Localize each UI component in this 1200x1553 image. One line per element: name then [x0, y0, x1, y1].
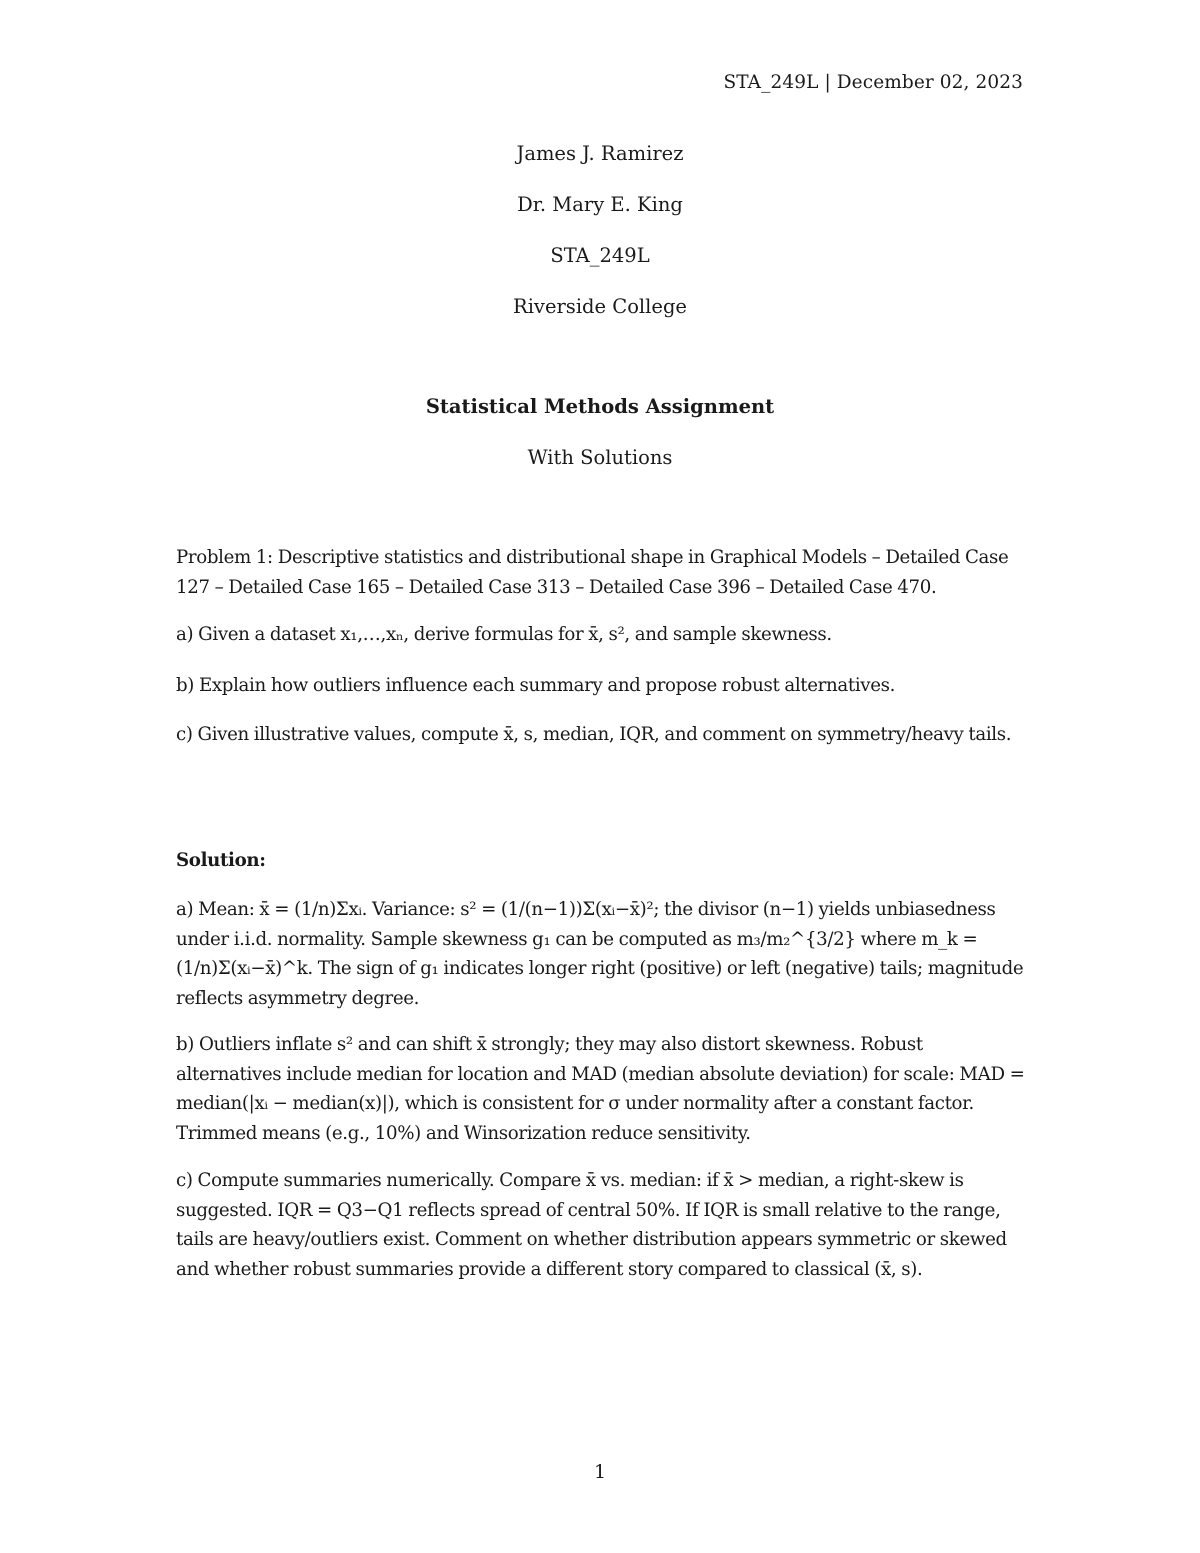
solution-part-a: a) Mean: x̄ = (1/n)Σxᵢ. Variance: s² = (1/(n−1))Σ(xᵢ−x̄)²; the divisor (n−1) yields unbiasedness under i.i.d. normality. Sample skewness g₁ can be computed as m₃/m₂^{3/2} where m_k = (1/n)Σ(xᵢ−x̄)^k. The sign of g₁ indicates longer right (positive) or left (negative) tails; magnitude reflects asymmetry degree. [176, 899, 1024, 1009]
solution-part-b: b) Outliers inflate s² and can shift x̄ strongly; they may also distort skewness. Robust alternatives include median for location and MAD (median absolute deviation) for scale: MAD = median(|xᵢ − median(x)|), which is consistent for σ under normality after a constant factor. Trimmed means (e.g., 10%) and Winsorization reduce sensitivity. [176, 1034, 1025, 1144]
course-code: STA_249L [550, 244, 650, 267]
solution-part-c: c) Compute summaries numerically. Compare x̄ vs. median: if x̄ > median, a right-skew is suggested. IQR = Q3−Q1 reflects spread of central 50%. If IQR is small relative to the range, tails are heavy/outliers exist. Comment on whether distribution appears symmetric or skewed and whether robust summaries provide a different story compared to classical (x̄, s). [176, 1170, 1007, 1280]
problem-part-a: a) Given a dataset x₁,…,xₙ, derive formulas for x̄, s², and sample skewness. [176, 624, 832, 645]
student-name: James J. Ramirez [516, 142, 684, 165]
page-number: 1 [593, 1461, 607, 1483]
document-title: Statistical Methods Assignment [425, 395, 775, 418]
institution-name: Riverside College [513, 295, 687, 318]
instructor-name: Dr. Mary E. King [517, 193, 683, 216]
problem-statement: Problem 1: Descriptive statistics and distributional shape in Graphical Models – Detailed Case 127 – Detailed Case 165 – Detailed Case 313 – Detailed Case 396 – Detailed Case 470. [176, 547, 1009, 598]
document-subtitle: With Solutions [527, 446, 673, 469]
problem-part-b: b) Explain how outliers influence each summary and propose robust alternatives. [176, 675, 896, 696]
problem-part-c: c) Given illustrative values, compute x̄, s, median, IQR, and comment on symmetry/heavy tails. [176, 724, 1012, 745]
page-header: STA_249L | December 02, 2023 [723, 72, 1023, 93]
solution-heading: Solution: [176, 850, 266, 871]
